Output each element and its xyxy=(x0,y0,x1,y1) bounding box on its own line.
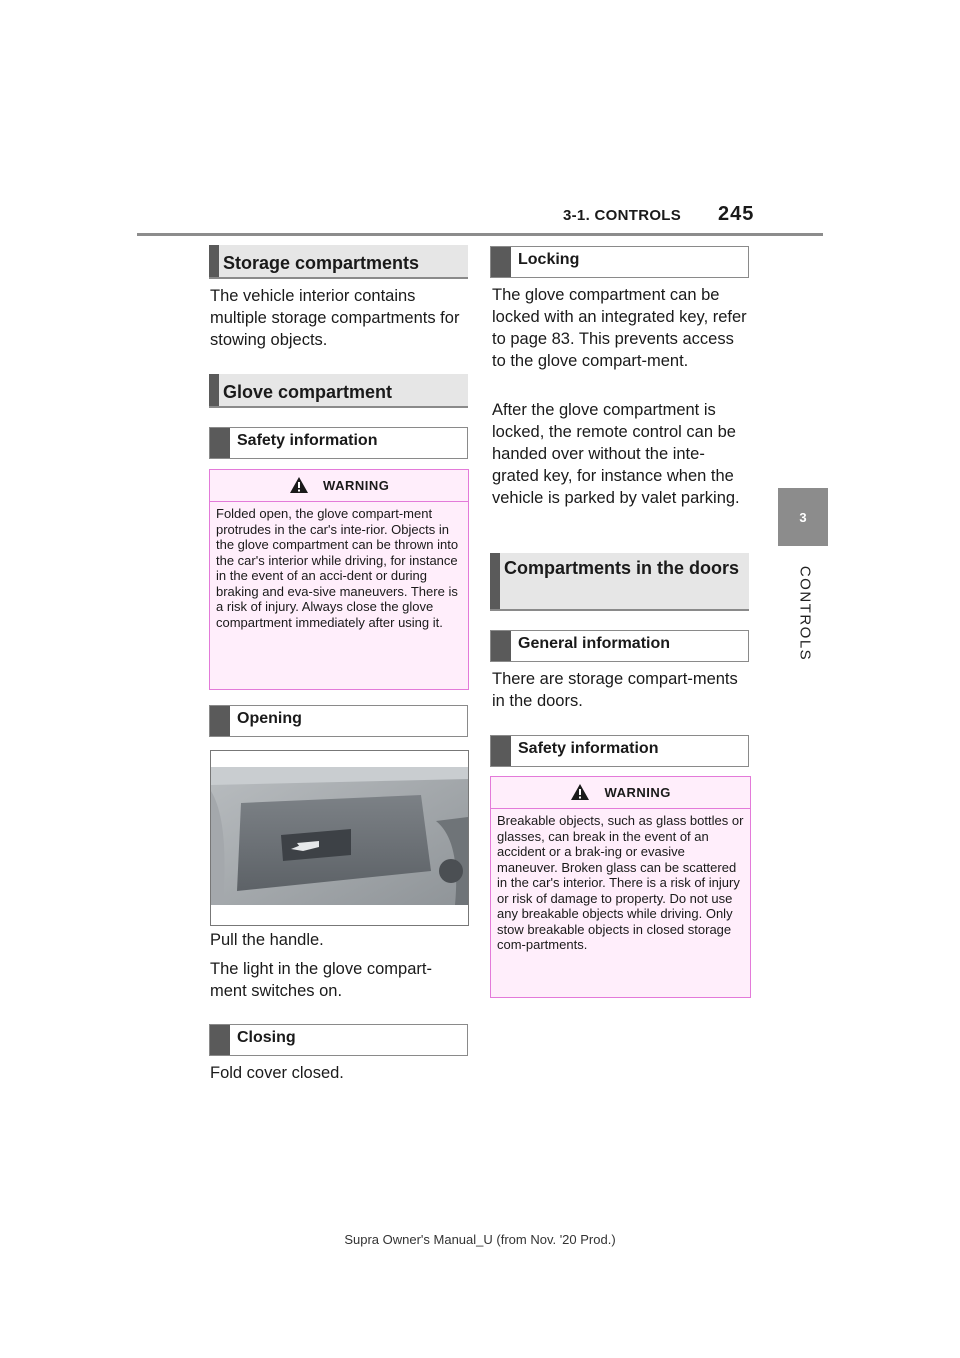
warning-triangle-icon xyxy=(289,476,309,494)
general-paragraph: There are storage compart-ments in the doors. xyxy=(492,670,738,710)
heading-text: Closing xyxy=(237,1029,296,1046)
heading-text: Storage compartments xyxy=(223,253,420,273)
warning-header xyxy=(491,783,750,805)
heading-safety-information xyxy=(209,427,468,459)
locking-paragraph-1: The glove compartment can be locked with an integrated key, refer to page 83. This prevents access to the glove compart-ment. xyxy=(492,286,747,370)
heading-safety-information-doors xyxy=(490,735,749,767)
chapter-tab xyxy=(778,488,828,546)
warning-title: WARNING xyxy=(323,477,390,493)
heading-text: Compartments in the doors xyxy=(504,558,740,578)
heading-glove-compartment xyxy=(209,374,468,408)
warning-triangle-icon xyxy=(570,783,590,801)
chapter-number: 3 xyxy=(799,510,807,525)
header-divider xyxy=(137,233,823,236)
warning-title: WARNING xyxy=(604,784,671,800)
fold-cover-paragraph: Fold cover closed. xyxy=(210,1064,344,1082)
heading-storage-compartments xyxy=(209,245,468,279)
heading-text: Glove compartment xyxy=(223,382,393,402)
chapter-label-container xyxy=(795,555,815,675)
warning-box xyxy=(209,469,469,690)
warning-box-doors xyxy=(490,776,751,998)
warning-header xyxy=(210,476,468,498)
manual-footer: Supra Owner's Manual_U (from Nov. '20 Prod.) xyxy=(344,1232,616,1247)
chapter-label: CONTROLS xyxy=(796,565,814,662)
heading-text: General information xyxy=(518,635,671,652)
heading-general-information xyxy=(490,630,749,662)
warning-text: Breakable objects, such as glass bottles or glasses, can break in the event of an accident or a brak-ing or evasive maneuver. Broken glass can be scattered in the car's interior. There is a risk of injury or risk of damage to property. Do not use any breakable objects while driving. Only stow breakable objects in closed storage com-partments. xyxy=(497,813,744,952)
pull-handle-paragraph: Pull the handle. xyxy=(210,931,324,949)
page-number: 245 xyxy=(718,203,755,225)
warning-text: Folded open, the glove compart-ment protrudes in the car's inte-rior. Objects in the glove compartment can be thrown into the car's interior while driving, for instance in the event of an acci-dent or during braking and eva-sive maneuvers. There is a risk of injury. Always close the glove compartment immediately after using it. xyxy=(216,506,459,630)
section-title: 3-1. CONTROLS xyxy=(563,207,682,224)
heading-closing xyxy=(209,1024,468,1056)
heading-compartments-in-doors xyxy=(490,553,749,611)
locking-paragraph-2: After the glove compartment is locked, the remote control can be handed over without the inte-grated key, for instance when the vehicle is parked by valet parking. xyxy=(492,401,740,507)
heading-text: Opening xyxy=(237,710,302,727)
heading-locking xyxy=(490,246,749,278)
storage-paragraph: The vehicle interior contains multiple storage compartments for stowing objects. xyxy=(210,287,460,349)
heading-text: Locking xyxy=(518,251,580,268)
heading-text: Safety information xyxy=(237,432,378,449)
glove-compartment-photo xyxy=(210,750,469,926)
light-paragraph: The light in the glove compart-ment switches on. xyxy=(210,960,432,1000)
heading-opening xyxy=(209,705,468,737)
heading-text: Safety information xyxy=(518,740,659,757)
